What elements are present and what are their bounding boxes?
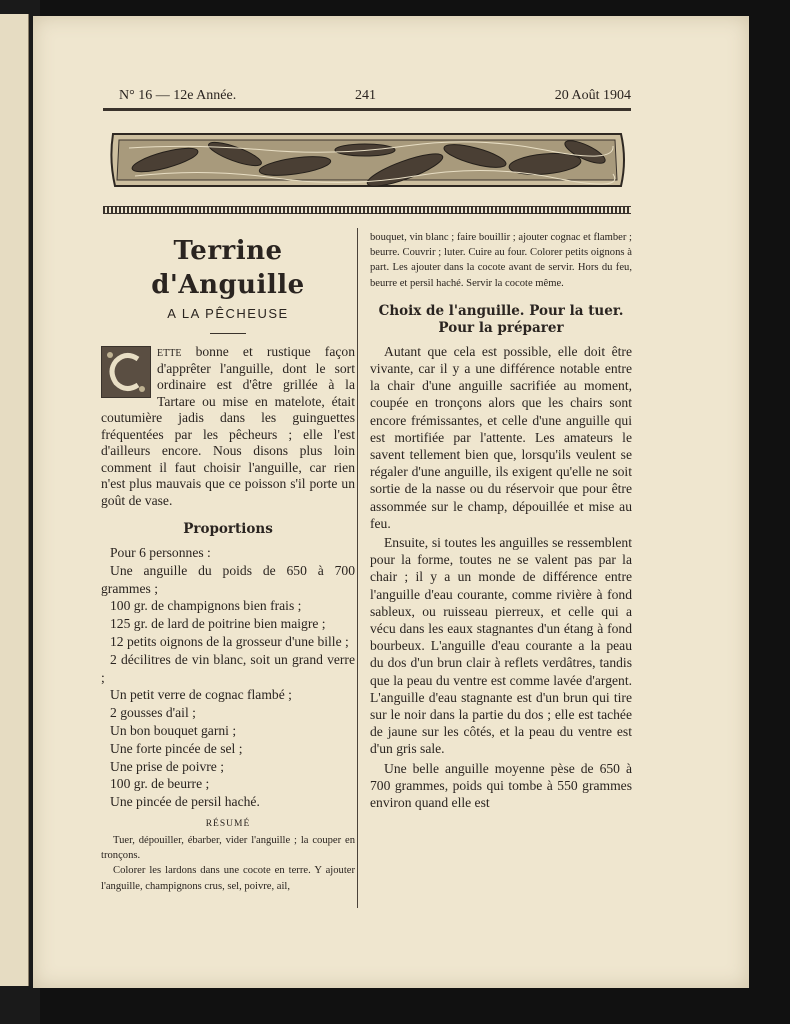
proportion-item: Une anguille du poids de 650 à 700 grammes ; (101, 562, 355, 596)
ornamental-rule (103, 206, 631, 214)
dropcap-letter (101, 346, 151, 398)
proportion-item: Une prise de poivre ; (110, 758, 225, 774)
proportion-item: Une forte pincée de sel ; (110, 740, 243, 756)
resume-heading: RÉSUMÉ (205, 818, 251, 829)
proportion-item: 2 gousses d'ail ; (110, 705, 196, 721)
issue-date: 20 Août 1904 (554, 88, 631, 103)
issue-number: N° 16 — 12e Année. (119, 88, 237, 103)
proportion-item: Un bon bouquet garni ; (110, 722, 237, 738)
right-column (370, 230, 632, 811)
previous-page-edge (0, 14, 29, 986)
running-header (119, 88, 631, 108)
magazine-page (33, 16, 749, 988)
choix-paragraph-3: Une belle anguille moyenne pèse de 650 à 700 grammes, poids qui tombe à 550 grammes environ quand elle est (370, 760, 632, 811)
choix-paragraph-1: Autant que cela est possible, elle doit être vivante, car il y a une différence notable entre la chair d'une anguille sacrifiée au moment, coupée en tronçons alors que les chairs sont encore frémissantes, et celle d'une anguille qui est mortifiée par l'attente. Les amateurs le savent tellement bien que, lorsqu'ils veulent se régaler d'une anguille, ils exigent qu'elle ne soit sortie de la nasse ou du réservoir que pour être assommée sur le champ, dépouillée et mise au feu. (370, 343, 632, 531)
proportion-item: Un petit verre de cognac flambé ; (110, 687, 292, 703)
article-title: Terrine d'Anguille (151, 236, 305, 300)
title-rule (210, 333, 246, 334)
article-subtitle: A LA PÊCHEUSE (167, 306, 289, 321)
proportion-item: 100 gr. de champignons bien frais ; (110, 598, 302, 614)
proportion-item: Une pincée de persil haché. (110, 794, 260, 810)
header-rule (103, 108, 631, 111)
fish-banner-icon (105, 120, 631, 198)
choix-paragraph-2: Ensuite, si toutes les anguilles se ressemblent pour la forme, toutes ne se valent pas par la chair ; il y a un monde de différence entre l'anguille d'eau courante, comme rivière à fond sableux, ou ruisseau pierreux, et celle qui a vécu dans les eaux stagnantes d'un étang à fond bourbeux. L'anguille d'eau courante a la peau du dos d'un brun clair à reflets verdâtres, tandis que la peau du ventre est comme lavée d'argent. L'anguille d'eau stagnante est d'un brun qui tire sur le noir dans la partie du dos ; elle est tachée de jaune sur les côtés, et la peau du ventre est d'un gris sale. (370, 535, 632, 757)
proportion-item: 125 gr. de lard de poitrine bien maigre ; (110, 616, 326, 632)
proportion-item: 12 petits oignons de la grosseur d'une bille ; (110, 633, 349, 649)
resume-paragraph-2-start: Colorer les lardons dans une cocote en terre. Y ajouter l'anguille, champignons crus, sel, poivre, ail, (101, 865, 355, 892)
proportions-heading: Proportions (183, 521, 273, 537)
column-divider (357, 228, 358, 908)
page-number: 241 (355, 88, 376, 103)
intro-smallcaps: ette (157, 344, 182, 359)
proportion-item: 100 gr. de beurre ; (110, 776, 210, 792)
choix-heading: Choix de l'anguille. Pour la tuer. Pour la préparer (378, 302, 624, 336)
resume-paragraph-1: Tuer, dépouiller, ébarber, vider l'anguille ; la couper en tronçons. (101, 834, 355, 862)
proportion-item: 2 décilitres de vin blanc, soit un grand verre ; (101, 651, 355, 685)
intro-paragraph (101, 344, 355, 509)
left-column (101, 230, 355, 894)
proportion-item: Pour 6 personnes : (110, 545, 211, 560)
resume-paragraph-2-cont: bouquet, vin blanc ; faire bouillir ; ajouter cognac et flamber ; beurre. Couvrir ; luter. Cuire au four. Colorer petits oignons à part. Les ajouter dans la cocote avant de servir. Hors du feu, beurre et persil haché. Servir la cocote même. (370, 232, 632, 289)
intro-text: bonne et rustique façon d'apprêter l'anguille, dont le sort ordinaire est d'être grillée à la Tartare ou mise en matelote, était coutumière jadis dans les guinguettes fréquentées par les pêcheurs ; elle l'est d'ailleurs encore. Nous disons plus loin comment il faut choisir l'anguille, car rien n'est plus mauvais que ce poisson s'il porte un goût de vase. (101, 344, 355, 508)
